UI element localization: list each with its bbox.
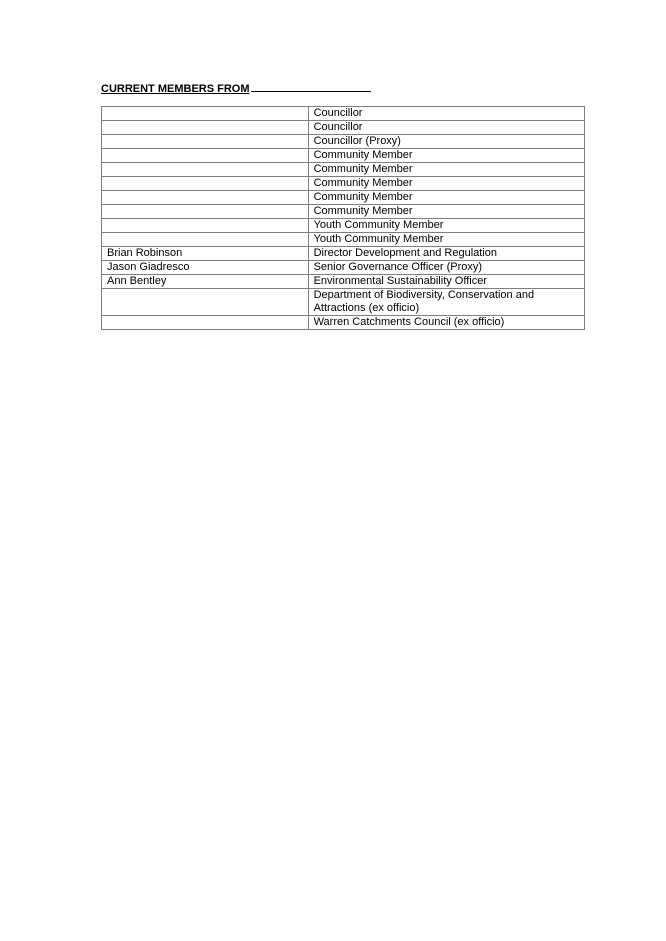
table-row [102, 107, 585, 121]
table-row [102, 177, 585, 191]
member-role-cell: Youth Community Member [308, 219, 584, 233]
member-name-cell: Brian Robinson [102, 247, 309, 261]
member-name-cell [102, 121, 309, 135]
table-row [102, 205, 585, 219]
member-name-cell [102, 233, 309, 247]
table-row [102, 247, 585, 261]
member-role-cell: Councillor [308, 107, 584, 121]
member-name-cell: Ann Bentley [102, 275, 309, 289]
member-name-cell [102, 135, 309, 149]
member-name-cell [102, 219, 309, 233]
member-name-cell: Jason Giadresco [102, 261, 309, 275]
table-row [102, 135, 585, 149]
heading-title: CURRENT MEMBERS FROM [101, 83, 250, 95]
member-name-cell [102, 289, 309, 316]
member-role-cell: Community Member [308, 177, 584, 191]
table-row [102, 289, 585, 316]
member-role-cell: Community Member [308, 149, 584, 163]
member-name-cell [102, 149, 309, 163]
table-row [102, 233, 585, 247]
member-name-cell [102, 163, 309, 177]
table-row [102, 121, 585, 135]
member-role-cell: Environmental Sustainability Officer [308, 275, 584, 289]
members-heading [101, 80, 371, 96]
members-table [101, 106, 585, 330]
table-row [102, 163, 585, 177]
member-name-cell [102, 316, 309, 330]
member-name-cell [102, 205, 309, 219]
member-role-cell: Youth Community Member [308, 233, 584, 247]
member-role-cell: Warren Catchments Council (ex officio) [308, 316, 584, 330]
table-row [102, 219, 585, 233]
member-role-cell: Community Member [308, 191, 584, 205]
table-row [102, 261, 585, 275]
member-name-cell [102, 177, 309, 191]
member-role-cell: Senior Governance Officer (Proxy) [308, 261, 584, 275]
member-role-cell: Community Member [308, 163, 584, 177]
member-name-cell [102, 107, 309, 121]
member-role-cell: Councillor [308, 121, 584, 135]
table-row [102, 191, 585, 205]
member-role-cell: Councillor (Proxy) [308, 135, 584, 149]
member-name-cell [102, 191, 309, 205]
table-row [102, 275, 585, 289]
table-row [102, 316, 585, 330]
heading-blank-line [251, 80, 371, 92]
member-role-cell: Community Member [308, 205, 584, 219]
table-row [102, 149, 585, 163]
member-role-cell: Department of Biodiversity, Conservation and Attractions (ex officio) [308, 289, 584, 316]
member-role-cell: Director Development and Regulation [308, 247, 584, 261]
